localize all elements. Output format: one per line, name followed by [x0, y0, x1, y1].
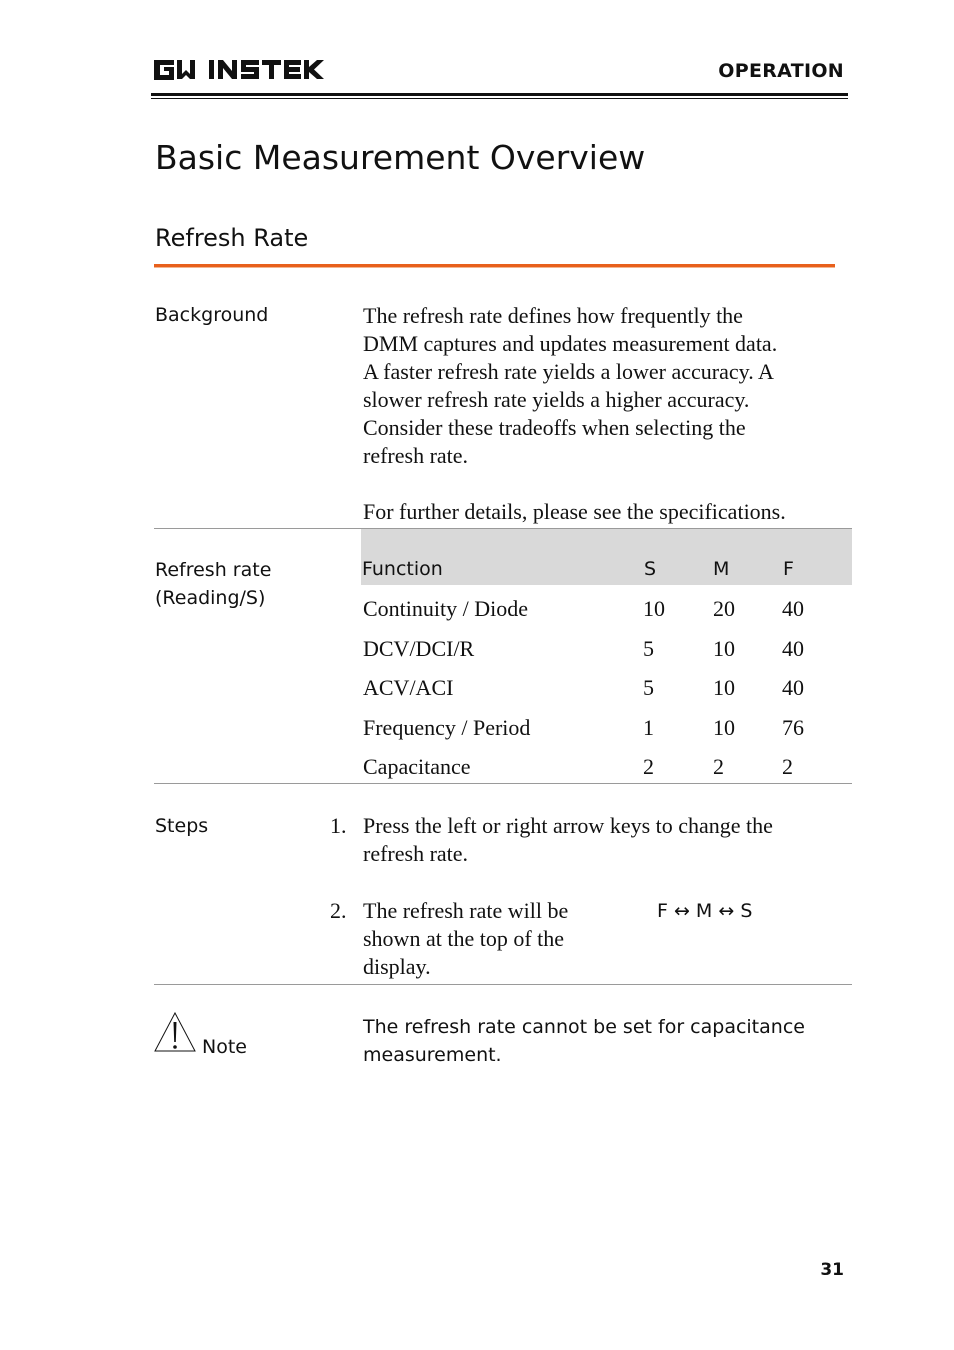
- table-cell-m: 10: [713, 715, 735, 740]
- background-line: DMM captures and updates measurement data.: [363, 331, 778, 356]
- note-label: Note: [202, 1036, 247, 1058]
- table-cell-s: 5: [643, 675, 654, 700]
- step-2-line: shown at the top of the: [363, 926, 565, 951]
- page-title: Basic Measurement Overview: [155, 138, 646, 177]
- table-header-f: F: [783, 558, 794, 580]
- step-1-number: 1.: [330, 813, 347, 838]
- refresh-rate-label-line: Refresh rate: [155, 559, 272, 581]
- section-label: OPERATION: [718, 60, 844, 82]
- step-2-line: display.: [363, 954, 431, 979]
- step-1-line: Press the left or right arrow keys to change the: [363, 813, 773, 838]
- background-line: refresh rate.: [363, 443, 469, 468]
- step-2-text: [363, 897, 643, 981]
- background-line: The refresh rate defines how frequently the: [363, 303, 743, 328]
- table-cell-s: 1: [643, 715, 654, 740]
- table-cell-f: 40: [782, 675, 804, 700]
- header-rule: [151, 93, 848, 96]
- table-cell-function: Continuity / Diode: [363, 596, 528, 621]
- background-line: A faster refresh rate yields a lower accuracy. A: [363, 359, 774, 384]
- table-cell-m: 10: [713, 636, 735, 661]
- step-1-line: refresh rate.: [363, 841, 469, 866]
- table-cell-function: ACV/ACI: [363, 675, 454, 700]
- refresh-rate-label: [155, 556, 271, 612]
- subtitle-rule-shadow: [154, 267, 835, 268]
- note-text: [363, 1013, 833, 1069]
- refresh-rate-label-unit: (Reading/S): [155, 587, 266, 609]
- table-header-function: Function: [362, 558, 443, 580]
- note-line: measurement.: [363, 1044, 502, 1066]
- gw-instek-logo: [154, 56, 324, 84]
- section-divider: [154, 783, 852, 784]
- background-line: Consider these tradeoffs when selecting the: [363, 415, 746, 440]
- table-cell-m: 20: [713, 596, 735, 621]
- background-label: Background: [155, 304, 269, 326]
- steps-label: Steps: [155, 815, 209, 837]
- section-subtitle: Refresh Rate: [155, 224, 309, 252]
- warning-triangle-icon: [153, 1011, 197, 1053]
- table-cell-function: Capacitance: [363, 754, 471, 779]
- further-details-text: For further details, please see the specifications.: [363, 499, 786, 524]
- table-cell-m: 2: [713, 754, 724, 779]
- step-1-text: [363, 812, 848, 868]
- page-number: 31: [820, 1260, 844, 1280]
- table-cell-s: 2: [643, 754, 654, 779]
- table-cell-f: 40: [782, 636, 804, 661]
- section-divider: [154, 984, 852, 985]
- table-cell-s: 5: [643, 636, 654, 661]
- step-2-line: The refresh rate will be: [363, 898, 569, 923]
- background-line: slower refresh rate yields a higher accuracy.: [363, 387, 750, 412]
- table-cell-m: 10: [713, 675, 735, 700]
- table-cell-function: DCV/DCI/R: [363, 636, 475, 661]
- step-2-number: 2.: [330, 898, 347, 923]
- table-cell-f: 2: [782, 754, 793, 779]
- background-text: [363, 302, 848, 470]
- table-cell-function: Frequency / Period: [363, 715, 531, 740]
- table-cell-f: 76: [782, 715, 804, 740]
- table-header-s: S: [644, 558, 657, 580]
- table-cell-s: 10: [643, 596, 665, 621]
- table-cell-f: 40: [782, 596, 804, 621]
- refresh-rate-sequence: F ↔ M ↔ S: [657, 900, 753, 922]
- table-header-m: M: [713, 558, 730, 580]
- note-line: The refresh rate cannot be set for capacitance: [363, 1016, 805, 1038]
- header-rule-thin: [151, 98, 848, 99]
